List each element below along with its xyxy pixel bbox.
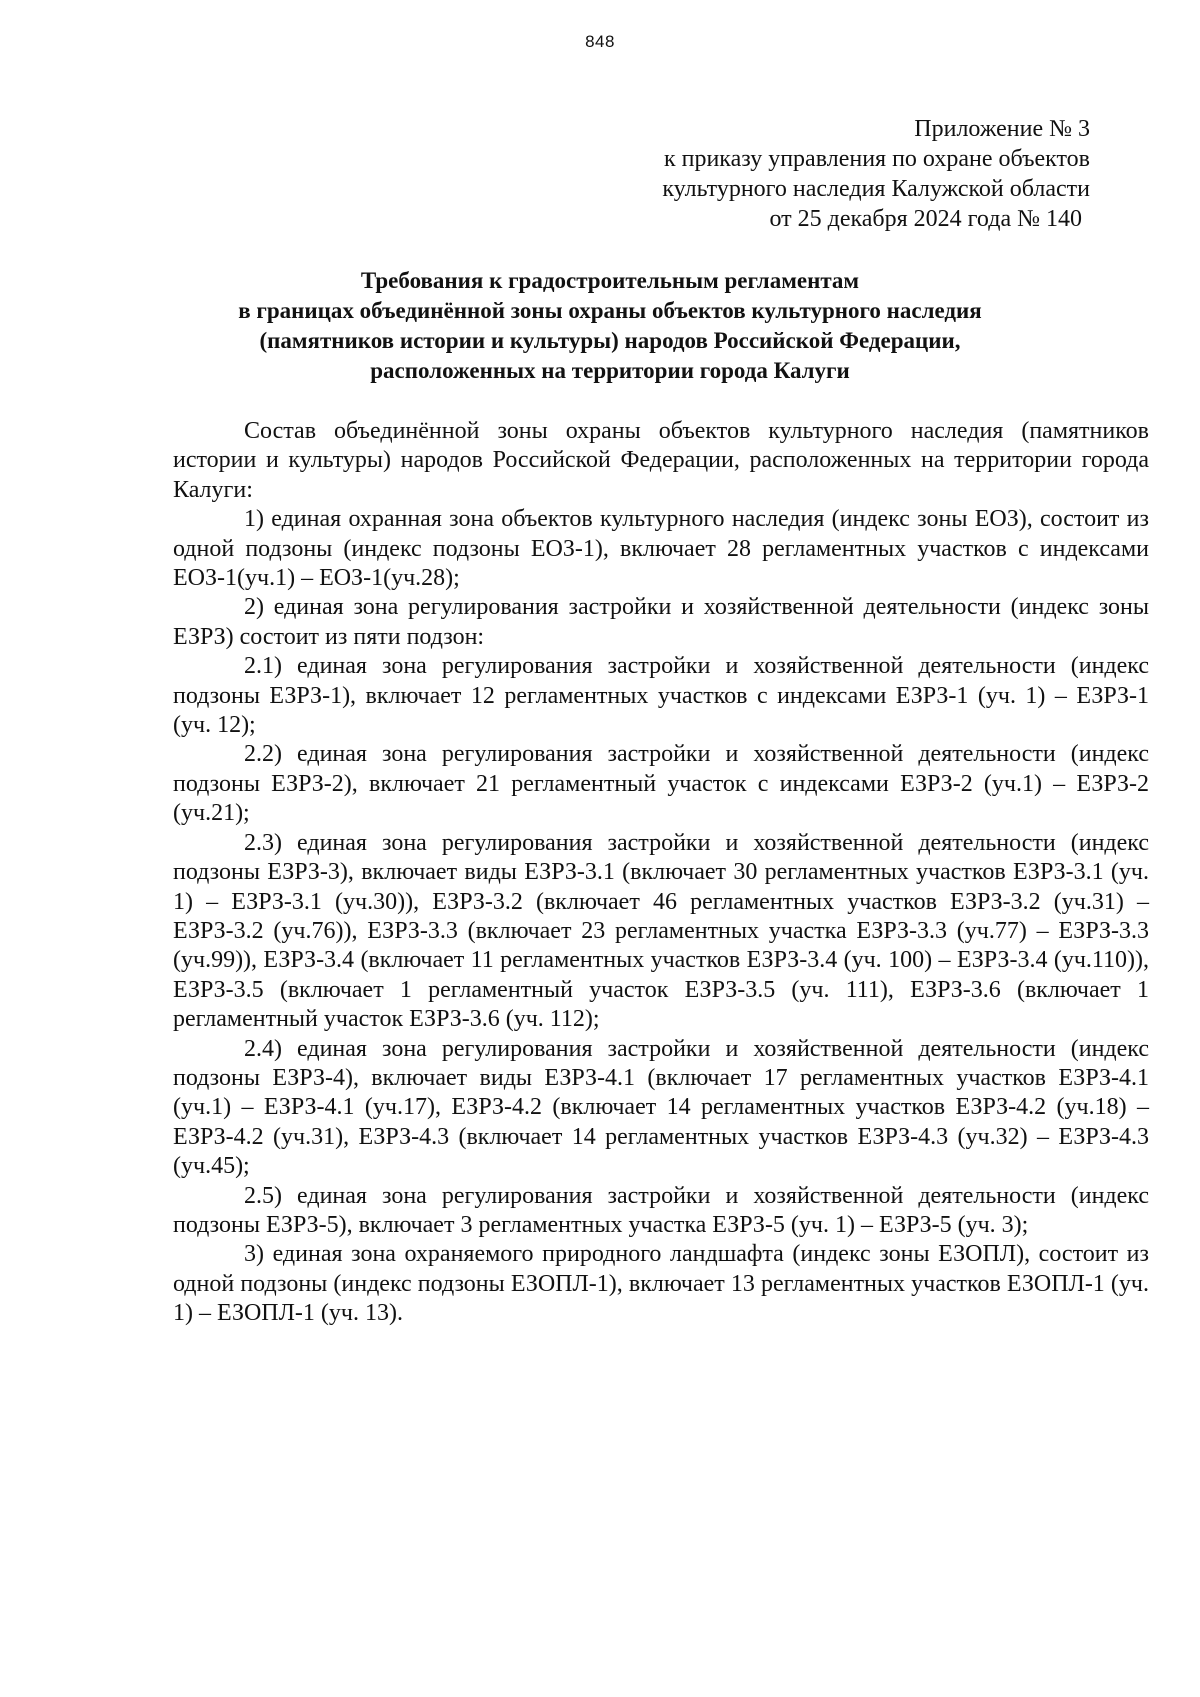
paragraph-item-2-1: 2.1) единая зона регулирования застройки и хозяйственной деятельности (индекс подзоны ЕЗРЗ-1), включает 12 регламентных участков с индексами ЕЗРЗ-1 (уч. 1) – ЕЗРЗ-1 (уч. 12); bbox=[173, 653, 1149, 739]
title-line: Требования к градостроительным регламентам bbox=[360, 268, 860, 293]
paragraph-item-2-3: 2.3) единая зона регулирования застройки и хозяйственной деятельности (индекс подзоны ЕЗРЗ-3), включает виды ЕЗРЗ-3.1 (включает 30 регламентных участков ЕЗРЗ-3.1 (уч. 1) – ЕЗРЗ-3.1 (уч.30)), ЕЗРЗ-3.2 (включает 46 регламентных участков ЕЗРЗ-3.2 (уч.31) – ЕЗРЗ-3.2 (уч.76)), ЕЗРЗ-3.3 (включает 23 регламентных участка ЕЗРЗ-3.3 (уч.77) – ЕЗРЗ-3.3 (уч.99)), ЕЗРЗ-3.4 (включает 11 регламентных участков ЕЗРЗ-3.4 (уч. 100) – ЕЗРЗ-3.4 (уч.110)), ЕЗРЗ-3.5 (включает 1 регламентный участок ЕЗРЗ-3.5 (уч. 111), ЕЗРЗ-3.6 (включает 1 регламентный участок ЕЗРЗ-3.6 (уч. 112); bbox=[173, 829, 1149, 1033]
title-line: расположенных на территории города Калуги bbox=[370, 358, 850, 383]
paragraph-item-3: 3) единая зона охраняемого природного ландшафта (индекс зоны ЕЗОПЛ), состоит из одной подзоны (индекс подзоны ЕЗОПЛ-1), включает 13 регламентных участков ЕЗОПЛ-1 (уч. 1) – ЕЗОПЛ-1 (уч. 13). bbox=[173, 1241, 1149, 1327]
paragraph-item-2: 2) единая зона регулирования застройки и хозяйственной деятельности (индекс зоны ЕЗРЗ) состоит из пяти подзон: bbox=[173, 594, 1149, 650]
title-line: в границах объединённой зоны охраны объектов культурного наследия bbox=[238, 298, 982, 323]
document-body bbox=[173, 417, 1149, 1329]
title-line: (памятников истории и культуры) народов Российской Федерации, bbox=[259, 328, 961, 353]
appendix-line: к приказу управления по охране объектов bbox=[663, 146, 1090, 172]
page-number: 848 bbox=[585, 32, 615, 51]
appendix-line: от 25 декабря 2024 года № 140 bbox=[769, 206, 1082, 232]
paragraph-item-2-5: 2.5) единая зона регулирования застройки и хозяйственной деятельности (индекс подзоны ЕЗРЗ-5), включает 3 регламентных участка ЕЗРЗ-5 (уч. 1) – ЕЗРЗ-5 (уч. 3); bbox=[173, 1182, 1149, 1238]
paragraph-item-2-4: 2.4) единая зона регулирования застройки и хозяйственной деятельности (индекс подзоны ЕЗРЗ-4), включает виды ЕЗРЗ-4.1 (включает 17 регламентных участков ЕЗРЗ-4.1 (уч.1) – ЕЗРЗ-4.1 (уч.17), ЕЗРЗ-4.2 (включает 14 регламентных участков ЕЗРЗ-4.2 (уч.18) – ЕЗРЗ-4.2 (уч.31), ЕЗРЗ-4.3 (включает 14 регламентных участков ЕЗРЗ-4.3 (уч.32) – ЕЗРЗ-4.3 (уч.45); bbox=[173, 1035, 1149, 1180]
paragraph-item-2-2: 2.2) единая зона регулирования застройки и хозяйственной деятельности (индекс подзоны ЕЗРЗ-2), включает 21 регламентный участок с индексами ЕЗРЗ-2 (уч.1) – ЕЗРЗ-2 (уч.21); bbox=[173, 741, 1149, 827]
paragraph-intro: Состав объединённой зоны охраны объектов культурного наследия (памятников истории и культуры) народов Российской Федерации, расположенных на территории города Калуги: bbox=[173, 418, 1149, 503]
appendix-line: культурного наследия Калужской области bbox=[662, 176, 1090, 202]
appendix-header bbox=[662, 114, 1090, 234]
document-title bbox=[160, 266, 1060, 386]
appendix-line: Приложение № 3 bbox=[914, 116, 1090, 142]
paragraph-item-1: 1) единая охранная зона объектов культурного наследия (индекс зоны ЕОЗ), состоит из одной подзоны (индекс подзоны ЕОЗ-1), включает 28 регламентных участков с индексами ЕОЗ-1(уч.1) – ЕОЗ-1(уч.28); bbox=[173, 506, 1149, 592]
